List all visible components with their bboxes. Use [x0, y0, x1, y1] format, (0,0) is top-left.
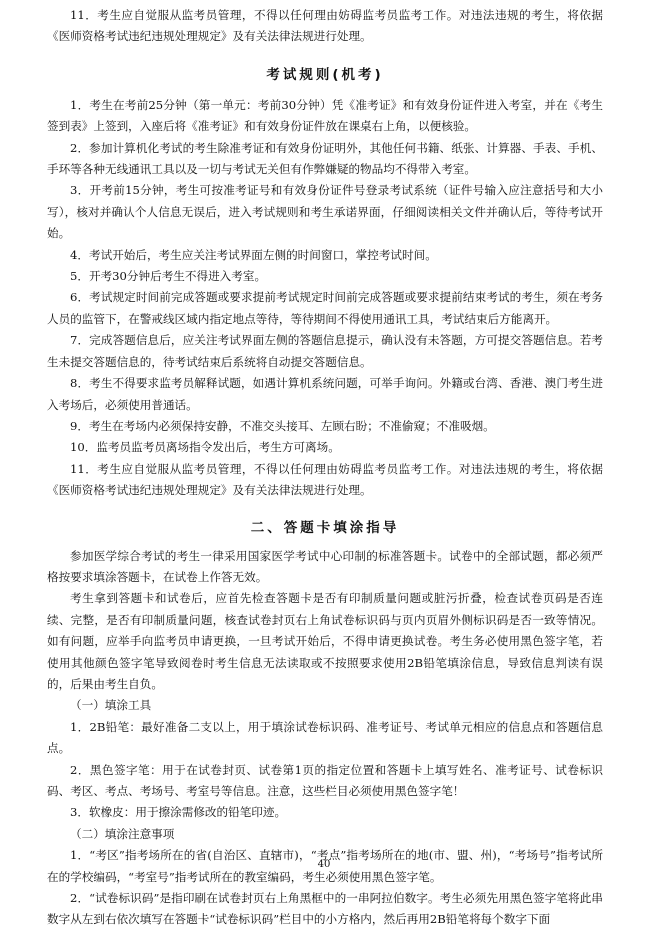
rule-item: 8．考生不得要求监考员解释试题，如遇计算机系统问题，可举手询问。外籍或台湾、香港、澳门考生进入考场后，必须使用普通话。: [47, 376, 603, 412]
rule-item: 5．开考30分钟后考生不得进入考室。: [70, 269, 267, 284]
rule-item: 10．监考员监考员离场指令发出后，考生方可离场。: [70, 440, 340, 455]
guide-paragraph: 参加医学综合考试的考生一律采用国家医学考试中心印制的标准答题卡。试卷中的全部试题，都必须严格按要求填涂答题卡，在试卷上作答无效。: [47, 548, 603, 584]
page-number: 40: [317, 859, 331, 870]
section-heading-exam-rules: 考试规则(机考): [266, 66, 384, 83]
rule-item: 3．开考前15分钟，考生可按准考证号和有效身份证件号登录考试系统（证件号输入应注意括号和大小写），核对并确认个人信息无误后，进入考试规则和考生承诺界面，仔细阅读相关文件并确认后，等待考试开始。: [47, 183, 603, 241]
document-page: [47, 5, 603, 927]
answer-sheet-guide: [47, 546, 603, 931]
guide-paragraph: 1．2B铅笔：最好准备二支以上，用于填涂试卷标识码、准考证号、考试单元相应的信息点和答题信息点。: [47, 719, 603, 756]
rule-item: 11．考生应自觉服从监考员管理，不得以任何理由妨碍监考员监考工作。对违法违规的考生，将依据《医师资格考试违纪违规处理规定》及有关法律法规进行处理。: [47, 461, 603, 498]
guide-paragraph: 1．“考区”指考场所在的省(自治区、直辖市)，“考点”指考场所在的地(市、盟、州)，“考场号”指考试所在的学校编码，“考室号”指考试所在的教室编码，考生必须使用黑色签字笔。: [47, 848, 603, 884]
guide-paragraph: 3．软橡皮：用于擦涂需修改的铅笔印迹。: [70, 805, 287, 820]
intro-paragraph: 11．考生应自觉服从监考员管理，不得以任何理由妨碍监考员监考工作。对违法违规的考生，将依据《医师资格考试违纪违规处理规定》及有关法律法规进行处理。: [47, 8, 603, 44]
rule-item: 2．参加计算机化考试的考生除准考证和有效身份证明外，其他任何书籍、纸张、计算器、手表、手机、手环等各种无线通讯工具以及一切与考试无关但有作弊嫌疑的物品均不得带入考室。: [47, 140, 603, 177]
rule-item: 4．考试开始后，考生应关注考试界面左侧的时间窗口，掌控考试时间。: [70, 247, 437, 262]
guide-paragraph: 考生拿到答题卡和试卷后，应首先检查答题卡是否有印制质量问题或脏污折叠，检查试卷页码是否连续、完整，是否有印制质量问题，核查试卷封页右上角试卷标识码与页内页眉外侧标识码是否一致等情况。如有问题，应举手向监考员申请更换，一旦考试开始后，不得申请更换试卷。考生务必使用黑色签字笔，若使用其他颜色签字笔导致阅卷时考生信息无法读取或不按照要求使用2B铅笔填涂信息，导致信息判读有误的，后果由考生自负。: [47, 591, 603, 691]
rule-item: 6．考试规定时间前完成答题或要求提前考试规定时间前完成答题或要求提前结束考试的考生，须在考务人员的监管下，在警戒线区域内指定地点等待，等待期间不得使用通讯工具，考试结束后方能离开。: [47, 290, 603, 326]
rule-item: 9．考生在考场内必须保持安静，不准交头接耳、左顾右盼；不准偷窥；不准吸烟。: [70, 418, 495, 433]
guide-paragraph: 2．“试卷标识码”是指印刷在试卷封页右上角黑框中的一串阿拉伯数字。考生必须先用黑色签字笔将此串数字从左到右依次填写在答题卡“试卷标识码”栏目中的小方格内，然后再用2B铅笔将每个数字下面: [47, 891, 603, 927]
guide-subheading: （二）填涂注意事项: [70, 826, 175, 841]
exam-rules-list: [47, 95, 603, 502]
rule-item: 7．完成答题信息后，应关注考试界面左侧的答题信息提示，确认没有未答题，方可提交答题信息。若考生未提交答题信息的，待考试结束后系统将自动提交答题信息。: [47, 333, 603, 369]
guide-subheading: （一）填涂工具: [70, 698, 152, 713]
section-heading-answer-sheet: 二、答题卡填涂指导: [250, 519, 400, 536]
rule-item: 1．考生在考前25分钟（第一单元：考前30分钟）凭《准考证》和有效身份证件进入考室，并在《考生签到表》上签到，入座后将《准考证》和有效身份证件放在课桌右上角，以便核验。: [47, 97, 603, 134]
guide-paragraph: 2．黑色签字笔：用于在试卷封页、试卷第1页的指定位置和答题卡上填写姓名、准考证号、试卷标识码、考区、考点、考场号、考室号等信息。注意，这些栏目必须使用黑色签字笔！: [47, 762, 603, 798]
